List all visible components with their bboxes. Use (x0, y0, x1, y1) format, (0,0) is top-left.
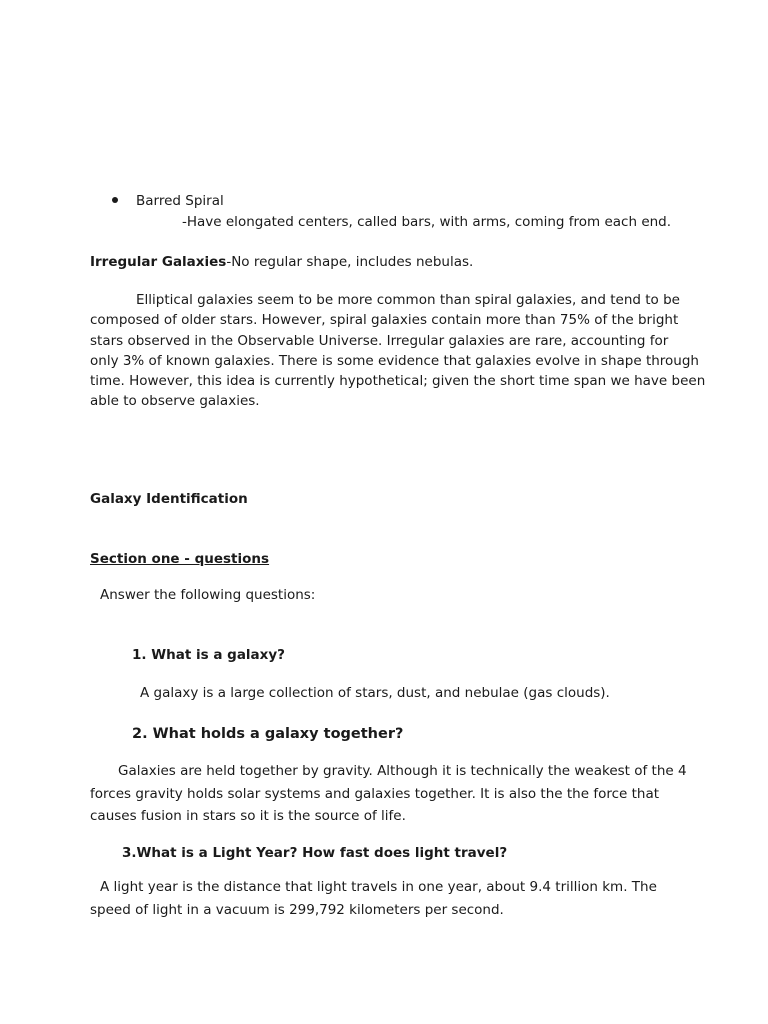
paragraph-line: able to observe galaxies. (90, 393, 260, 410)
question-2: 2. What holds a galaxy together? (132, 726, 404, 742)
answer-line: Galaxies are held together by gravity. Although it is technically the weakest of the 4 (118, 763, 687, 779)
answer-line: forces gravity holds solar systems and galaxies together. It is also the the force that (90, 785, 660, 802)
irregular-term: Irregular Galaxies (90, 254, 227, 270)
question-3: 3.What is a Light Year? How fast does light travel? (122, 845, 508, 861)
paragraph-line: composed of older stars. However, spiral galaxies contain more than 75% of the bright (90, 312, 679, 329)
paragraph-line: only 3% of known galaxies. There is some evidence that galaxies evolve in shape through (90, 352, 699, 369)
answer-line: A galaxy is a large collection of stars, dust, and nebulae (gas clouds). (140, 685, 610, 701)
section-title: Section one - questions (90, 551, 270, 567)
instructions: Answer the following questions: (100, 587, 316, 603)
irregular-galaxies-line (90, 252, 473, 272)
answer-line: speed of light in a vacuum is 299,792 kilometers per second. (90, 901, 504, 918)
irregular-definition: -No regular shape, includes nebulas. (226, 254, 474, 270)
paragraph-line: Elliptical galaxies seem to be more common than spiral galaxies, and tend to be (136, 292, 680, 308)
answer-line: A light year is the distance that light travels in one year, about 9.4 trillion km. The (100, 879, 657, 895)
answer-line: causes fusion in stars so it is the source of life. (90, 808, 406, 824)
answer-2 (90, 760, 690, 828)
bullet-description: -Have elongated centers, called bars, with arms, coming from each end. (182, 214, 672, 230)
bullet-title: Barred Spiral (136, 193, 224, 209)
paragraph-line: stars observed in the Observable Universe. Irregular galaxies are rare, accounting for (90, 332, 669, 349)
question-1: 1. What is a galaxy? (132, 647, 286, 663)
answer-1 (90, 682, 690, 705)
bullet-point (112, 197, 118, 203)
galaxy-paragraph (90, 290, 706, 412)
answer-3 (90, 876, 690, 921)
paragraph-line: time. However, this idea is currently hypothetical; given the short time span we have been (90, 373, 706, 390)
heading-galaxy-identification: Galaxy Identification (90, 491, 248, 507)
